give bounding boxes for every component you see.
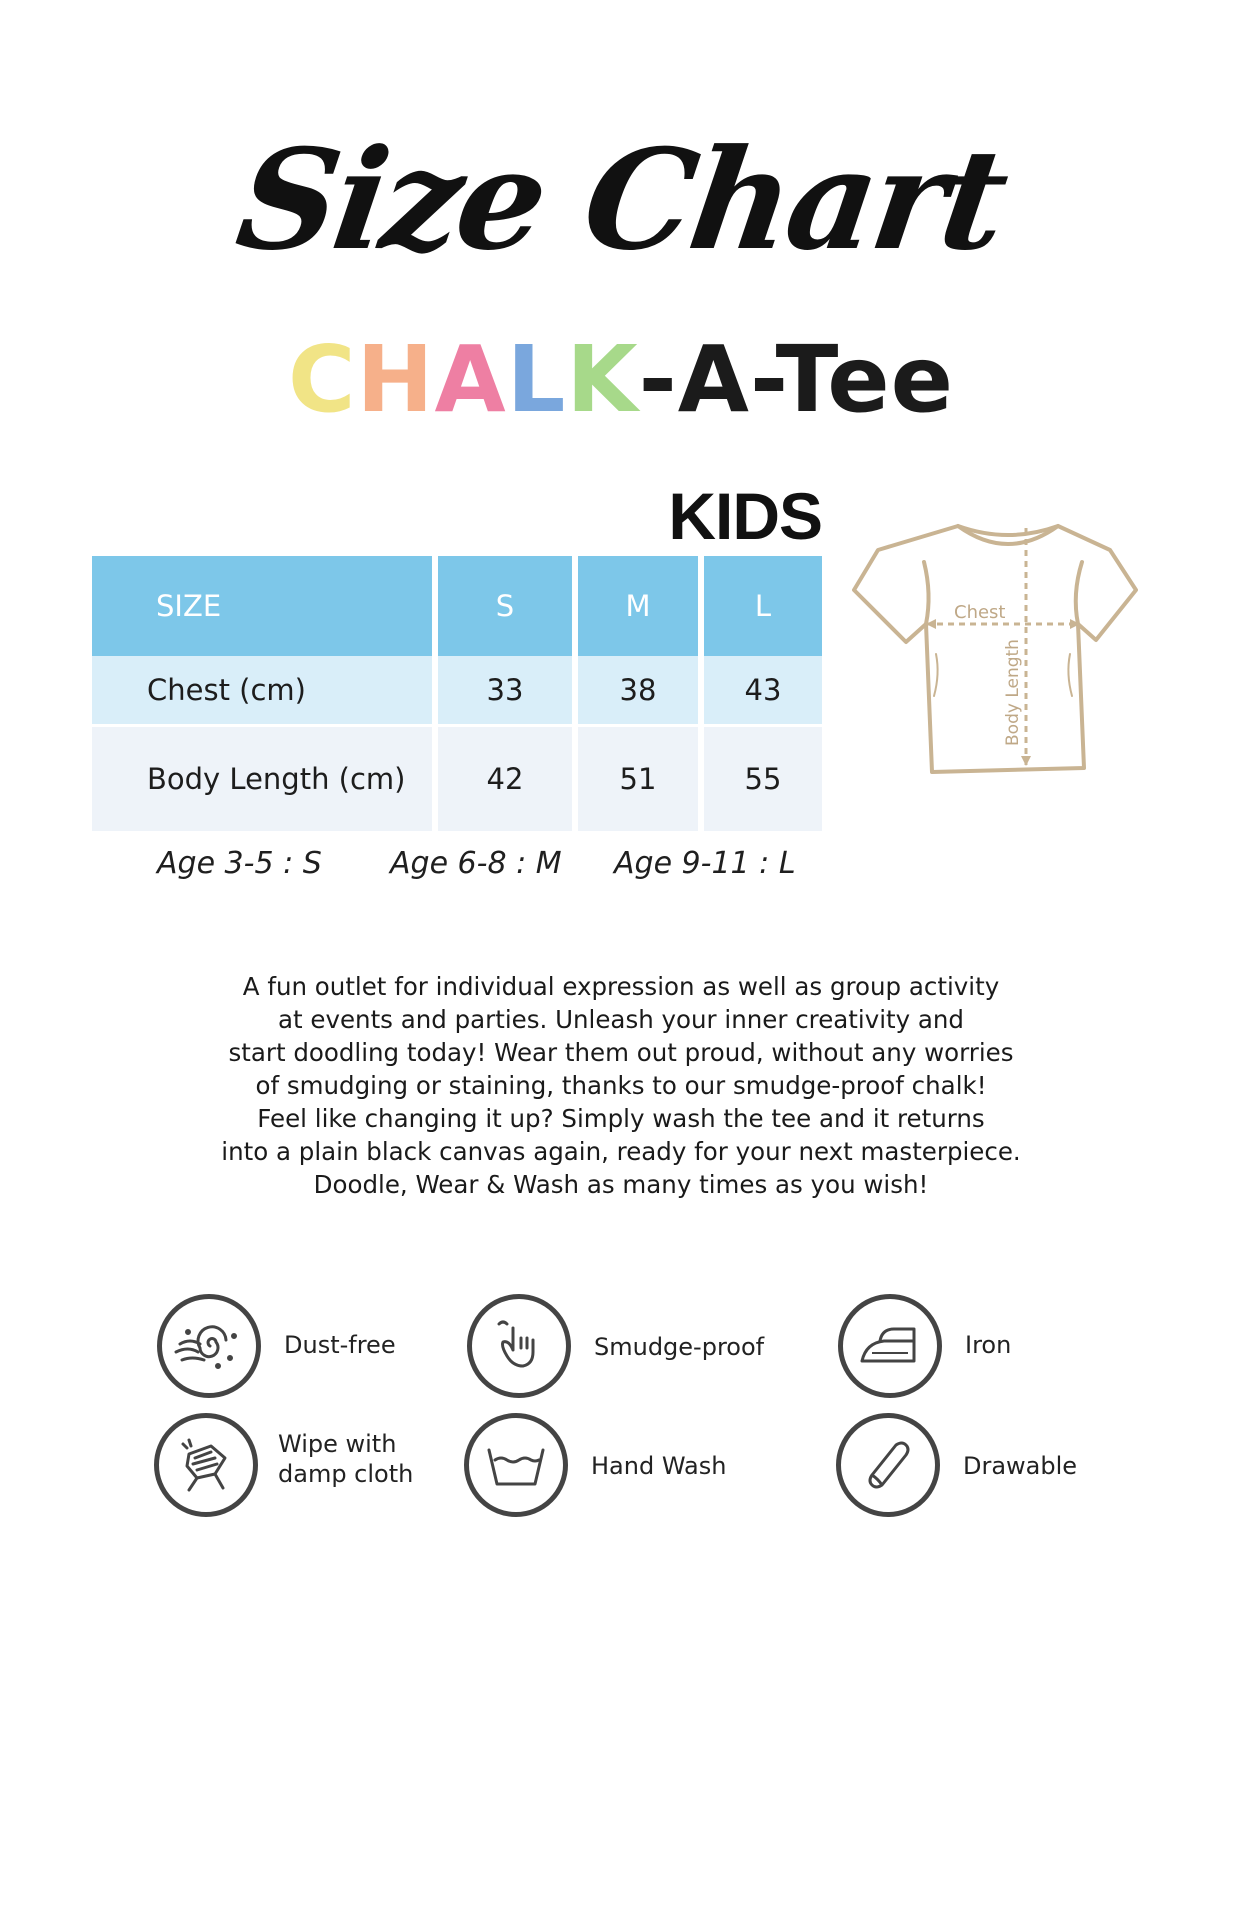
feature-label-line: damp cloth [278,1460,414,1488]
finger-swipe-icon [467,1294,571,1398]
product-description [200,970,1042,1201]
cell-value: 38 [572,656,698,727]
cell-value: 55 [698,727,822,831]
feature-label [278,1429,413,1489]
cell-value: 33 [432,656,572,727]
size-table [92,556,822,831]
column-header-m: M [572,556,698,656]
brand-logo [0,326,1242,433]
brand-letter: C [287,326,357,433]
feature-label-line: Wipe with [278,1430,397,1458]
description-line: at events and parties. Unleash your inner creativity and [278,1005,964,1034]
tshirt-diagram [848,514,1148,774]
feature-label: Iron [965,1331,1012,1359]
cell-value: 51 [572,727,698,831]
chalk-stick-icon [836,1413,940,1517]
description-line: into a plain black canvas again, ready for your next masterpiece. [221,1137,1021,1166]
description-line: start doodling today! Wear them out proud, without any worries [228,1038,1014,1067]
brand-letter: A [434,326,507,433]
cell-value: 43 [698,656,822,727]
tshirt-outline-icon [854,526,1136,772]
cell-value: 42 [432,727,572,831]
description-line: of smudging or staining, thanks to our smudge-proof chalk! [255,1071,987,1100]
table-row [92,727,822,831]
column-header-l: L [698,556,822,656]
age-label: Age 3-5 : S [157,846,322,881]
length-label: Body Length [1003,639,1023,746]
age-label: Age 9-11 : L [614,846,796,881]
brand-suffix: -A-Tee [638,326,955,433]
age-label: Age 6-8 : M [390,846,562,881]
description-line: A fun outlet for individual expression as well as group activity [242,972,1000,1001]
feature-label: Smudge-proof [594,1333,765,1361]
size-group-label: KIDS [668,479,822,553]
wipe-hand-icon [154,1413,258,1517]
size-table-header-row [92,556,822,656]
row-label-chest: Chest (cm) [92,656,432,727]
feature-label: Drawable [963,1452,1078,1480]
column-header-s: S [432,556,572,656]
chest-label: Chest [954,602,1006,623]
page-title: Size Chart [228,118,1014,281]
age-size-legend [0,846,1242,886]
iron-icon [838,1294,942,1398]
brand-letter: K [566,326,639,433]
dust-swirl-icon [157,1294,261,1398]
feature-label: Hand Wash [591,1452,727,1480]
description-line: Doodle, Wear & Wash as many times as you wish! [313,1170,929,1199]
row-label-body-length: Body Length (cm) [92,727,432,831]
table-row [92,656,822,727]
description-line: Feel like changing it up? Simply wash the tee and it returns [257,1104,985,1133]
feature-label: Dust-free [284,1331,396,1359]
brand-letter: H [356,326,435,433]
brand-letter: L [506,326,567,433]
column-header-size: SIZE [92,556,432,656]
hand-wash-basin-icon [464,1413,568,1517]
